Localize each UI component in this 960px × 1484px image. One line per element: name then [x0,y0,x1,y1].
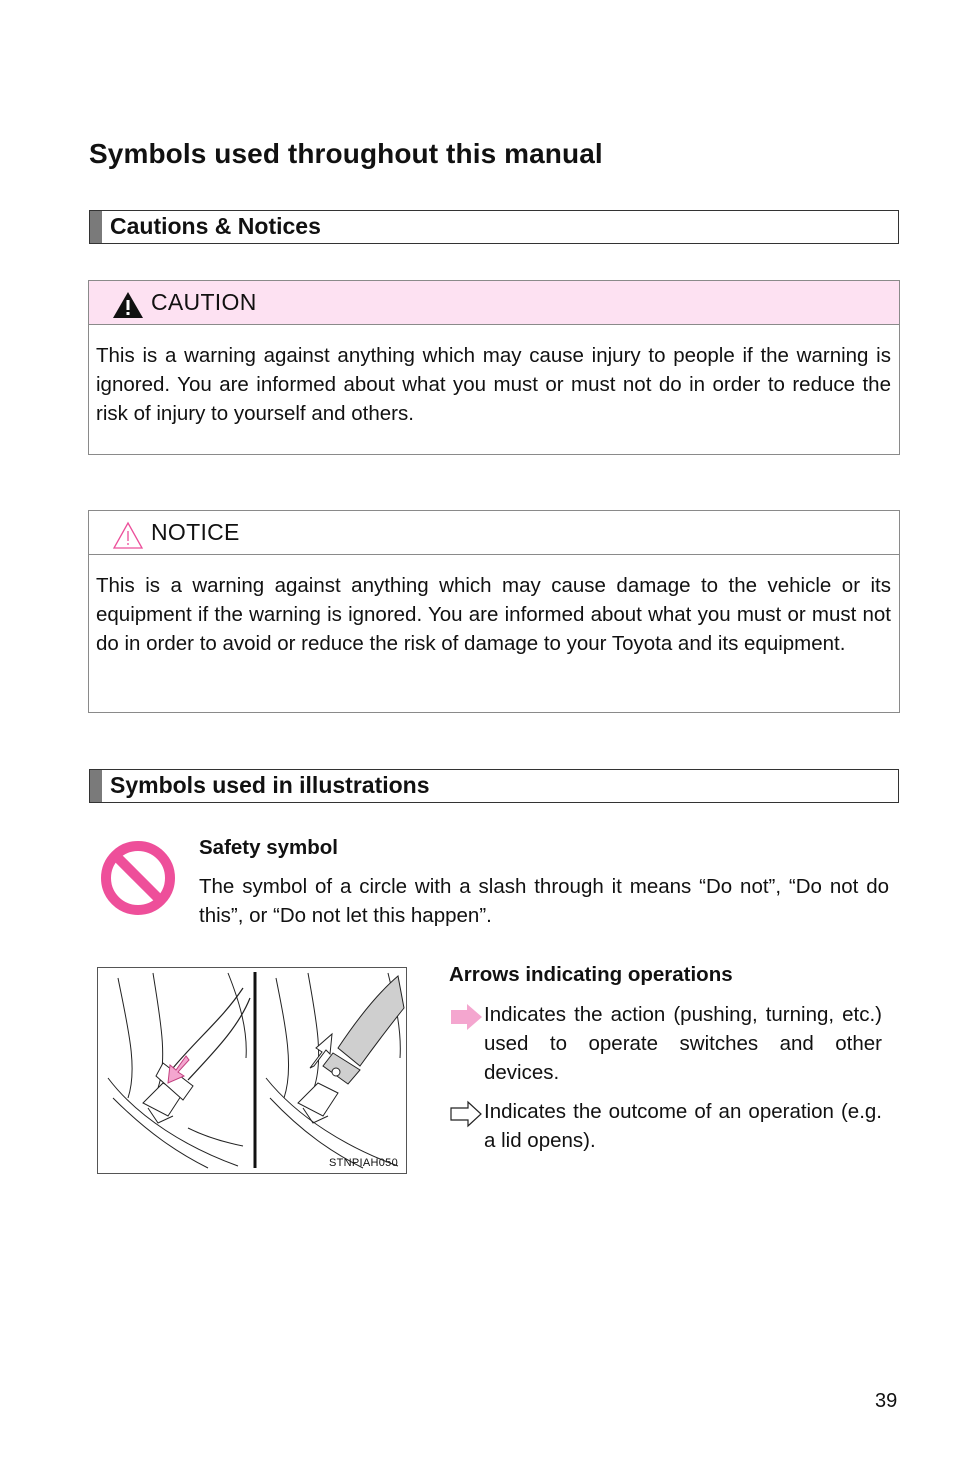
caution-header [89,281,899,325]
notice-label: NOTICE [151,519,240,545]
arrow-action-text: Indicates the action (pushing, turning, etc.) used to operate switches and other devices. [484,1003,882,1084]
safety-symbol-title: Safety symbol [199,836,338,859]
notice-box [88,510,900,713]
caution-box [88,280,900,455]
section-heading-cautions [89,210,899,244]
prohibition-icon [100,840,176,916]
notice-header [89,511,899,555]
caution-label: CAUTION [151,289,257,315]
seatbelt-illustration [97,967,407,1174]
outline-arrow-icon [449,1099,483,1129]
page-title: Symbols used throughout this manual [89,138,603,169]
section-heading-text: Cautions & Notices [110,213,321,239]
section-heading-text: Symbols used in illustrations [110,772,430,798]
section-bar-accent [90,211,102,243]
arrows-title: Arrows indicating operations [449,963,733,986]
pink-arrow-icon [449,1002,483,1032]
section-heading-illustrations [89,769,899,803]
illustration-code: STNPIAH050 [328,1157,398,1169]
seatbelt-drawing [98,968,406,1173]
arrow-outcome-text: Indicates the outcome of an operation (e.g. a lid opens). [484,1100,882,1152]
section-bar-accent [90,770,102,802]
warning-triangle-filled-icon [111,290,145,320]
warning-triangle-outline-icon [111,520,145,550]
notice-text: This is a warning against anything which may cause damage to the vehicle or its equipment if the warning is ignored. You are informed about what you must or must not do in order to avoid or reduce the risk of damage to your Toyota and its equipment. [96,574,891,655]
safety-symbol-text: The symbol of a circle with a slash through it means “Do not”, “Do not do this”, or “Do not let this happen”. [199,875,889,927]
page-number: 39 [875,1390,898,1412]
caution-text: This is a warning against anything which may cause injury to people if the warning is ignored. You are informed about what you must or must not do in order to reduce the risk of injury to yourself and others. [96,344,891,425]
